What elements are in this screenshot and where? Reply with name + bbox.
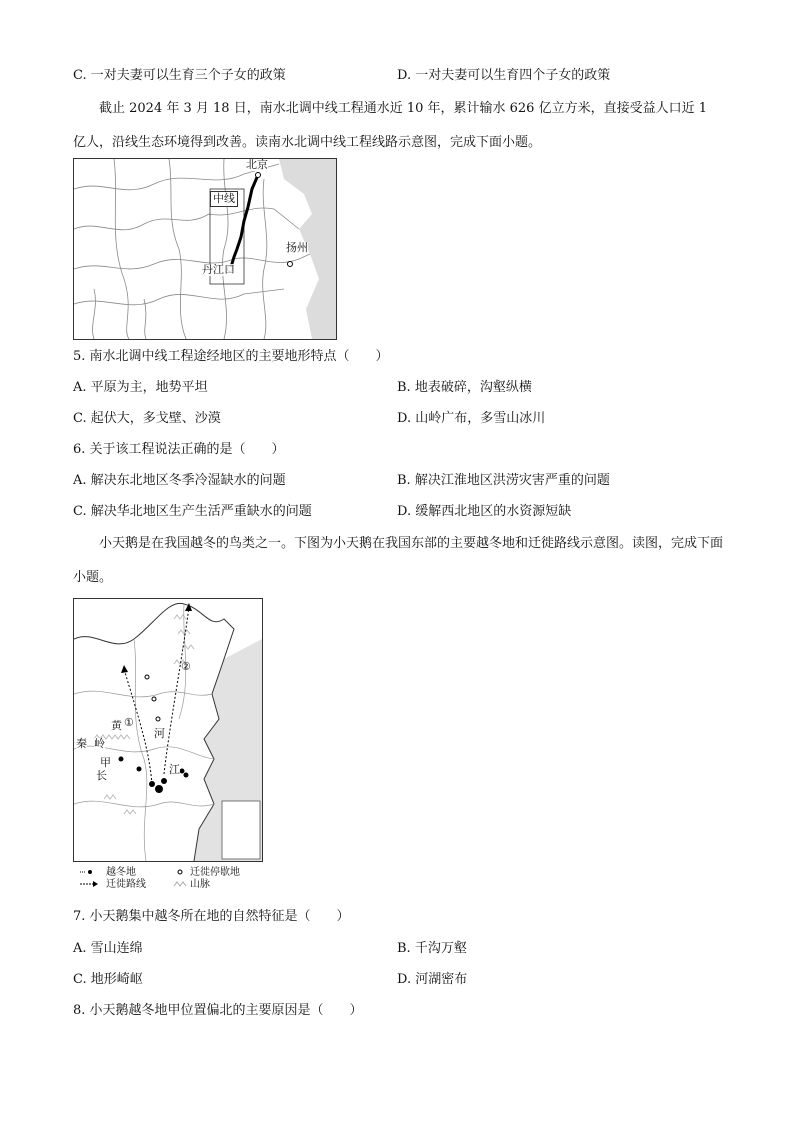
stopover-point [152, 697, 156, 701]
q5-option-d: D. 山岭广布，多雪山冰川 [397, 411, 546, 426]
wintering-point [155, 785, 163, 793]
q6-option-b: B. 解决江淮地区洪涝灾害严重的问题 [397, 473, 610, 488]
passage-swan: 小天鹅是在我国越冬的鸟类之一。下图为小天鹅在我国东部的主要越冬地和迁徙路线示意图。读图，完成下面小题。 [73, 536, 724, 585]
wintering-point [137, 767, 142, 772]
passage-south-north-water: 截止 2024 年 3 月 18 日，南水北调中线工程通水近 10 年，累计输水 626 亿立方米，直接受益人口近 1 亿人，沿线生态环境得到改善。读南水北调中线工程线路示意图，完成下面小题。 [73, 101, 707, 150]
beijing-point [256, 173, 261, 178]
q5-option-a: A. 平原为主，地势平坦 [73, 380, 208, 395]
label-jiang: 江 [169, 763, 180, 776]
q6-stem: 6. 关于该工程说法正确的是（ ） [73, 442, 285, 457]
q5-option-b: B. 地表破碎，沟壑纵横 [397, 380, 532, 395]
label-route-2: ② [181, 660, 191, 673]
map-swan-migration [73, 598, 263, 862]
q7-option-a: A. 雪山连绵 [73, 941, 143, 956]
q4-option-c: C. 一对夫妻可以生育三个子女的政策 [73, 68, 286, 83]
q5-option-c: C. 起伏大，多戈壁、沙漠 [73, 411, 221, 426]
label-ling: 岭 [94, 737, 105, 750]
swan-map-graphic [74, 599, 262, 861]
label-huang: 黄 [111, 719, 122, 732]
q7-option-c: C. 地形崎岖 [73, 972, 143, 987]
map-middle-route [73, 158, 337, 340]
legend-symbols-right [172, 867, 190, 891]
wintering-point [119, 757, 124, 762]
q6-option-c: C. 解决华北地区生产生活严重缺水的问题 [73, 504, 312, 519]
legend-wintering: 越冬地 [106, 867, 136, 878]
legend-route: 迁徙路线 [106, 879, 146, 890]
label-qin: 秦 [76, 737, 87, 750]
label-chang: 长 [96, 769, 107, 782]
wintering-point [161, 778, 167, 784]
q7-option-b: B. 千沟万壑 [397, 941, 467, 956]
stopover-point [145, 675, 149, 679]
label-danjiangkou: 丹江口 [202, 263, 235, 276]
stopover-point [156, 717, 160, 721]
yangzhou-point [288, 262, 293, 267]
wintering-point [180, 769, 185, 774]
legend-stopover: 迁徙停歇地 [190, 867, 240, 878]
q7-option-d: D. 河湖密布 [397, 972, 468, 987]
label-he: 河 [154, 727, 165, 740]
label-zhongxian: 中线 [210, 191, 238, 207]
label-route-1: ① [124, 716, 134, 729]
wintering-point [184, 773, 189, 778]
q8-stem: 8. 小天鹅越冬地甲位置偏北的主要原因是（ ） [73, 1003, 363, 1018]
label-yangzhou: 扬州 [286, 241, 308, 254]
legend-symbols-left [78, 867, 108, 891]
q6-option-a: A. 解决东北地区冬季冷湿缺水的问题 [73, 473, 286, 488]
q4-option-d: D. 一对夫妻可以生育四个子女的政策 [397, 68, 611, 83]
south-sea-inset [222, 801, 260, 859]
legend-mountain: 山脉 [190, 879, 210, 890]
label-beijing: 北京 [246, 158, 268, 171]
wintering-point [149, 781, 155, 787]
label-jia: 甲 [100, 756, 111, 769]
q7-stem: 7. 小天鹅集中越冬所在地的自然特征是（ ） [73, 909, 350, 924]
q5-stem: 5. 南水北调中线工程途经地区的主要地形特点（ ） [73, 349, 389, 364]
q6-option-d: D. 缓解西北地区的水资源短缺 [397, 504, 572, 519]
